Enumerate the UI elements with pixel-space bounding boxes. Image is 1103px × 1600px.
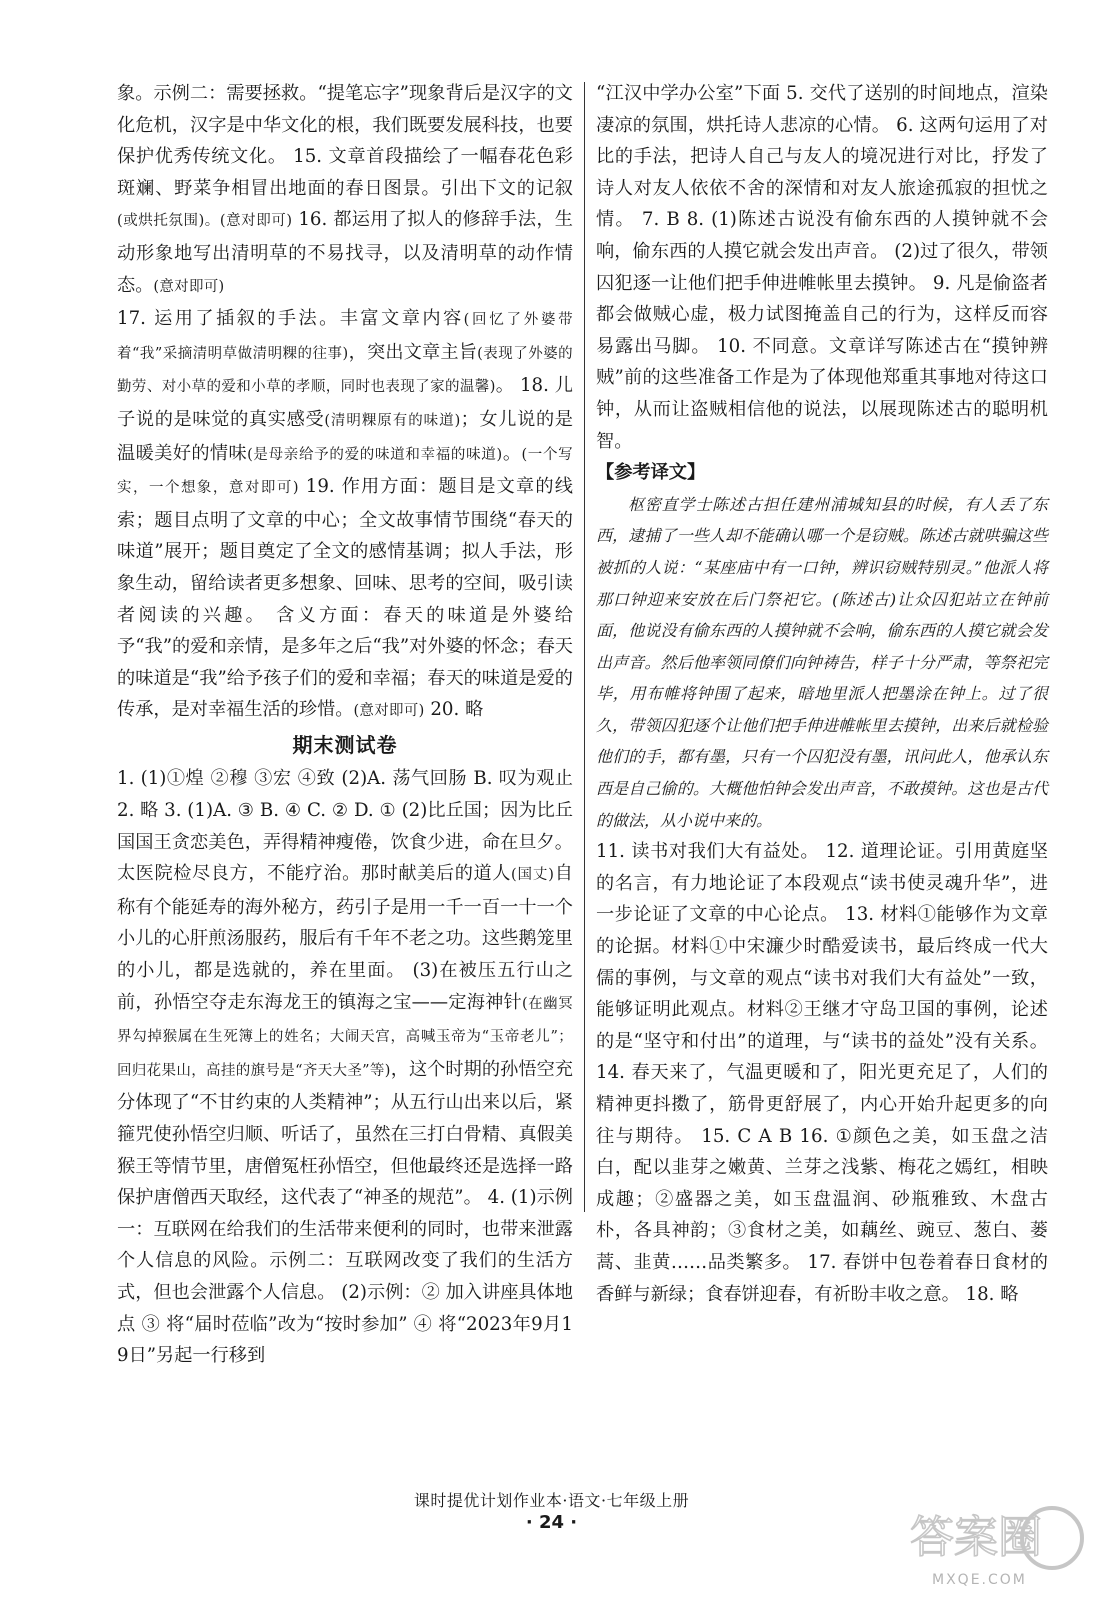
answer-text: 16. 都运用了拟人的修辞手法，生动形象地写出清明草的不易找寻，以及清明草的动作情态。 [117,209,573,296]
answer-text: 20. 略 [424,699,484,721]
answer-text: ，这个时期的孙悟空充分体现了“不甘约束的人类精神”；从五行山出来以后，紧箍咒使孙悟空归顺、听话了，虽然在三打白骨精、真假美猴王等情节里，唐僧冤枉孙悟空，但他最终还是选择一路保护唐僧西天取经，这代表了“神圣的规范”。 4. (1)示例一：互联网在给我们的生活带来便利的同时，也带来泄露个人信息的风险。示例二：互联网改变了我们的生活方式，但也会泄露个人信息。 (2)示例：② 加入讲座具体地点 ③ 将“届时莅临”改为“按时参加” ④ 将“2023年9月19日”另起一行移到 [117,1058,573,1367]
answer-paragraph [117,303,573,728]
answer-text: 17. 运用了插叙的手法。丰富文章内容 [117,308,464,330]
answer-note: (表现了外婆的勤劳、对小草的爱和小草的孝顺，同时也表现了家的温馨) [117,345,573,396]
answer-text: 自称有个能延寿的海外秘方，药引子是用一千一百一十一个小儿的心肝煎汤服药，服后有千年不老之功。这些鹅笼里的小儿，都是选就的，养在里面。 (3)在被压五行山之前，孙悟空夺走东海龙王的镇海之宝——定海神针 [117,863,573,1013]
answer-text: 1. (1)①煌 ②穆 ③宏 ④致 (2)A. 荡气回肠 B. 叹为观止 2. 略 3. (1)A. ③ B. ④ C. ② D. ① (2)比丘国；因为比丘国国王贪恋美色，弄得精神瘦倦，饮食少进，命在旦夕。太医院检尽良方，不能疗治。那时献美后的道人 [117,768,573,885]
answer-note: (在幽冥界勾掉猴属在生死簿上的姓名；大闹天宫，高喊玉帝为“玉帝老儿”；回归花果山，高挂的旗号是“齐天大圣”等) [117,995,573,1079]
watermark-logo-text: 答案圈 [910,1512,1042,1563]
answer-paragraph: 11. 读书对我们大有益处。 12. 道理论证。引用黄庭坚的名言，有力地论证了本段观点“读书使灵魂升华”，进一步论证了文章的中心论点。 13. 材料①能够作为文章的论据。材料①中宋濂少时酷爱读书，最后终成一代大儒的事例，与文章的观点“读书对我们大有益处”一致，能够证明此观点。材料②王继才守岛卫国的事例，论述的是“坚守和付出”的道理，与“读书的益处”没有关系。 14. 春天来了，气温更暖和了，阳光更充足了，人们的精神更抖擞了，筋骨更舒展了，内心开始升起更多的向往与期待。 15. C A B 16. ①颜色之美，如玉盘之洁白，配以韭芽之嫩黄、兰芽之浅紫、梅花之嫣红，相映成趣；②盛器之美，如玉盘温润、砂瓶雅致、木盘古朴，各具神韵；③食材之美，如藕丝、豌豆、葱白、蒌蒿、韭黄……品类繁多。 17. 春饼中包卷着春日食材的香鲜与新绿；食春饼迎春，有祈盼丰收之意。 18. 略 [596,841,1048,1305]
watermark-logo [902,1502,1092,1594]
answer-text: 。 [502,442,522,464]
answer-note: (清明粿原有的味道) [324,412,461,429]
answer-text: 象。示例二：需要拯救。“提笔忘字”现象背后是汉字的文化危机，汉字是中华文化的根，我们既要发展科技，也要保护优秀传统文化。 15. 文章首段描绘了一幅春花色彩斑斓、野菜争相冒出地面的春日图景。引出下文的记叙 [117,83,573,199]
answer-note: (一个写实，一个想象，意对即可) [117,446,573,497]
watermark-logo-icon [902,1502,1092,1572]
answer-note: (是母亲给予的爱的味道和幸福的味道) [247,446,503,463]
answer-text: 。 18. 儿子说的是味觉的真实感受 [117,375,573,430]
right-column [596,78,1048,1310]
answer-note: (意对即可) [153,278,225,295]
reference-translation: 枢密直学士陈述古担任建州浦城知县的时候，有人丢了东西，逮捕了一些人却不能确认哪一个是窃贼。陈述古就哄骗这些被抓的人说：“某座庙中有一口钟，辨识窃贼特别灵。”他派人将那口钟迎来安放在后门祭祀它。(陈述古)让众囚犯站立在钟前面，他说没有偷东西的人摸钟就不会响，偷东西的人摸它就会发出声音。然后他率领同僚们向钟祷告，样子十分严肃，等祭祀完毕，用布帷将钟围了起来，暗地里派人把墨涂在钟上。过了很久，带领囚犯逐个让他们把手伸进帷帐里去摸钟，出来后就检验他们的手，都有墨，只有一个囚犯没有墨，讯问此人，他承认东西是自己偷的。大概他怕钟会发出声音，不敢摸钟。这也是古代的做法，从小说中来的。 [596,494,1048,830]
answer-text: ，突出文章主旨 [348,341,478,363]
answer-paragraph [117,78,573,303]
answer-text: 19. 作用方面：题目是文章的线索；题目点明了文章的中心；全文故事情节围绕“春天的味道”展开；题目奠定了全文的感情基调；拟人手法，形象生动，留给读者更多想象、回味、思考的空间，吸引读者阅读的兴趣。 含义方面：春天的味道是外婆给予“我”的爱和亲情，是多年之后“我”对外婆的怀念；春天的味道是“我”给予孩子们的爱和幸福；春天的味道是爱的传承，是对幸福生活的珍惜。 [117,476,573,721]
answer-note: (或烘托氛围)。(意对即可) [117,213,293,230]
left-column [117,78,573,1372]
answer-note: (意对即可) [353,703,425,720]
footer-book-title: 课时提优计划作业本·语文·七年级上册 [413,1491,690,1510]
section-heading: 期末测试卷 [292,732,398,757]
watermark-url: MXQE.COM [932,1572,1027,1588]
answer-paragraph [117,763,573,1371]
answer-note: (回忆了外婆带着“我”采摘清明草做清明粿的往事) [117,312,573,362]
answer-note: (国丈) [510,867,555,884]
page-number: · 24 · [525,1512,578,1533]
reference-translation-label: 【参考译文】 [596,462,706,484]
column-divider [584,82,585,1212]
answer-text: ；女儿说的是温暖美好的情味 [117,408,573,464]
answer-paragraph: “江汉中学办公室”下面 5. 交代了送别的时间地点，渲染凄凉的氛围，烘托诗人悲凉的心情。 6. 这两句运用了对比的手法，把诗人自己与友人的境况进行对比，抒发了诗人对友人依依不舍的深情和对友人旅途孤寂的担忧之情。 7. B 8. (1)陈述古说没有偷东西的人摸钟就不会响，偷东西的人摸它就会发出声音。 (2)过了很久，带领囚犯逐一让他们把手伸进帷帐里去摸钟。 9. 凡是偷盗者都会做贼心虚，极力试图掩盖自己的行为，这样反而容易露出马脚。 10. 不同意。文章详写陈述古在“摸钟辨贼”前的这些准备工作是为了体现他郑重其事地对待这口钟，从而让盗贼相信他的说法，以展现陈述古的聪明机智。 [596,83,1048,452]
